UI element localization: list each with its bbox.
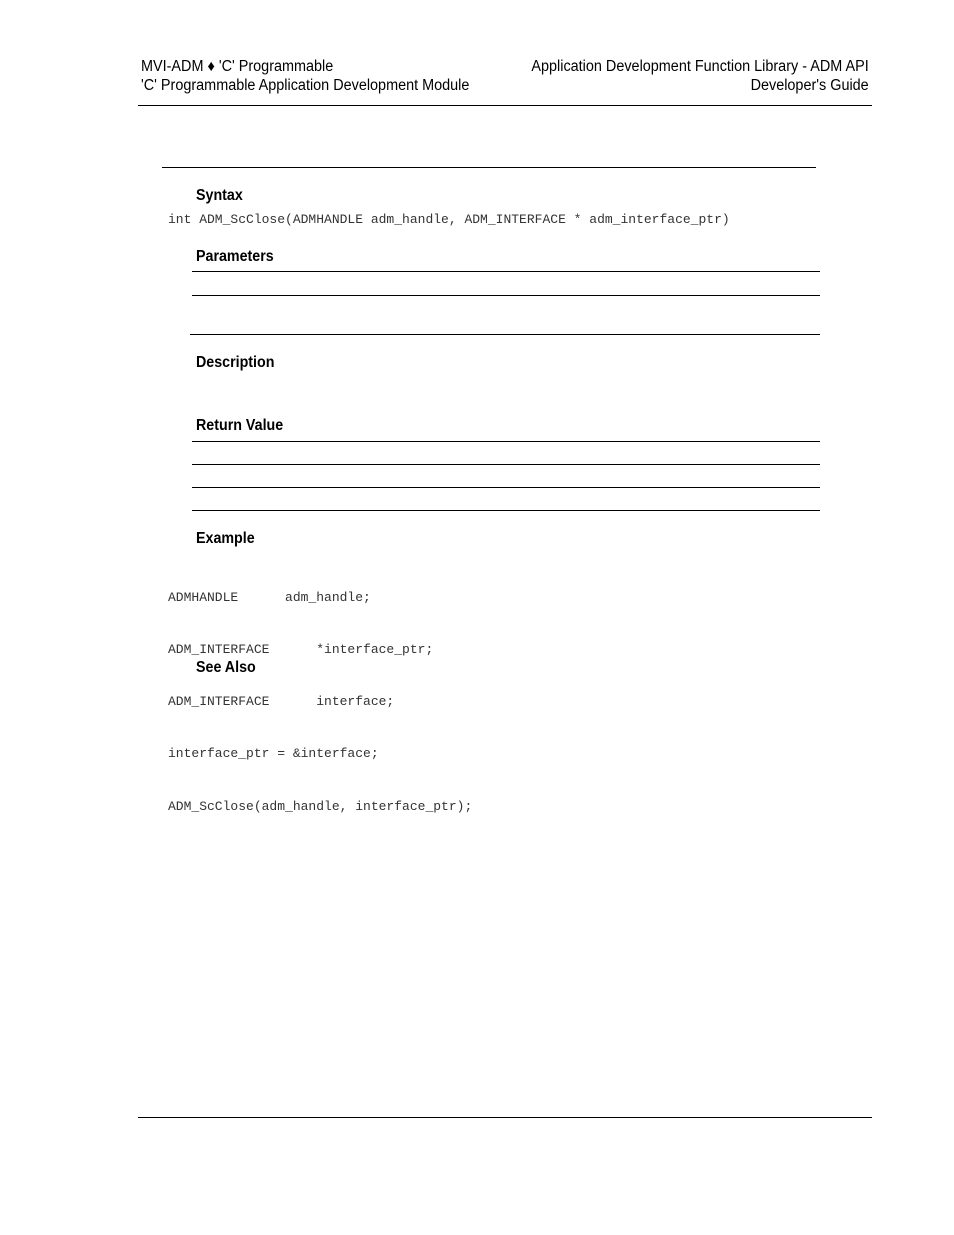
header-right xyxy=(532,57,869,95)
example-code-line: ADM_INTERFACE interface; xyxy=(168,694,395,710)
example-code-line: ADMHANDLE adm_handle; xyxy=(168,589,371,605)
return-value-heading: Return Value xyxy=(196,417,284,434)
return-value-table-rule xyxy=(192,464,820,465)
return-value-table-rule xyxy=(192,487,820,488)
header-left xyxy=(141,57,469,95)
parameters-heading: Parameters xyxy=(196,248,274,265)
header-document-title: Application Development Function Library - ADM API xyxy=(531,58,869,75)
syntax-code: int ADM_ScClose(ADMHANDLE adm_handle, ADM_INTERFACE * adm_interface_ptr) xyxy=(168,212,730,227)
header-product-subtitle: 'C' Programmable Application Development Module xyxy=(141,77,470,94)
return-value-table-rule xyxy=(192,510,820,511)
footer-rule xyxy=(138,1117,872,1118)
parameters-table-rule xyxy=(192,295,820,296)
header-document-subtitle: Developer's Guide xyxy=(750,77,869,94)
example-code-line: ADM_ScClose(adm_handle, interface_ptr); xyxy=(168,798,473,814)
header-rule xyxy=(138,105,872,106)
description-heading: Description xyxy=(196,354,275,371)
return-value-table-rule xyxy=(192,441,820,442)
example-code-line: interface_ptr = &interface; xyxy=(168,746,379,762)
parameters-table-rule xyxy=(190,334,820,335)
section-top-rule xyxy=(162,167,816,168)
syntax-heading: Syntax xyxy=(196,187,243,204)
example-code-line: ADM_INTERFACE *interface_ptr; xyxy=(168,642,434,658)
see-also-heading: See Also xyxy=(196,659,256,676)
parameters-table-rule xyxy=(192,271,820,272)
header-product-title: MVI-ADM ♦ 'C' Programmable xyxy=(141,58,334,75)
example-heading: Example xyxy=(196,530,255,547)
example-code xyxy=(168,554,472,833)
